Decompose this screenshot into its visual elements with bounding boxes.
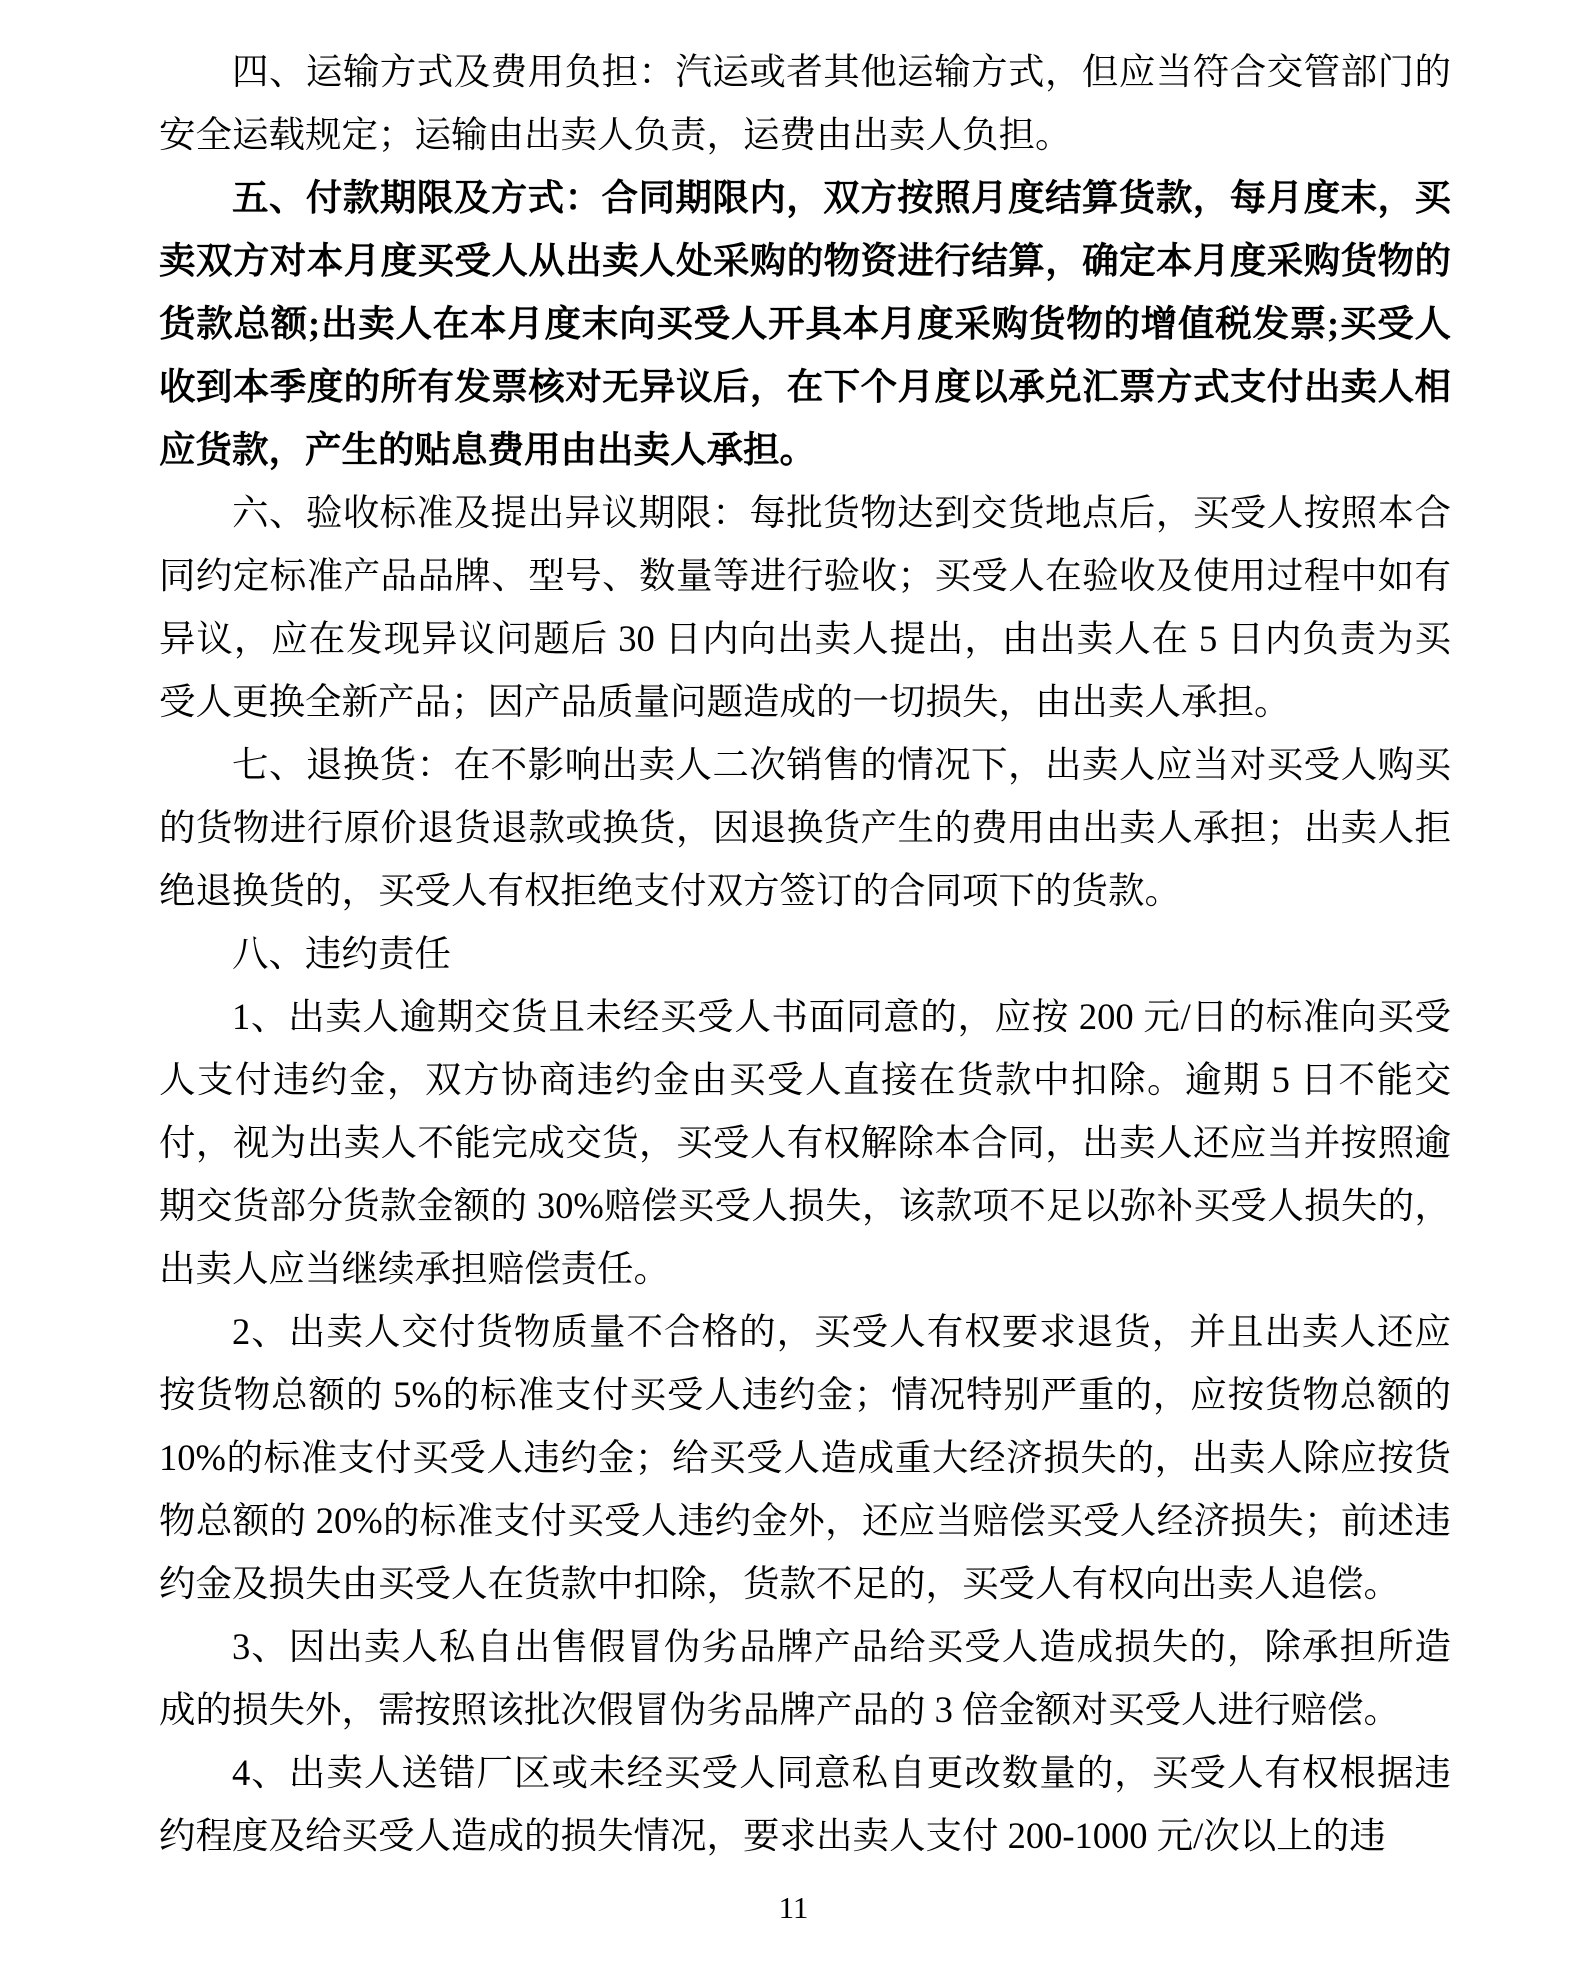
breach-item-2-quality: 2、出卖人交付货物质量不合格的，买受人有权要求退货，并且出卖人还应按货物总额的 5%的标准支付买受人违约金；情况特别严重的，应按货物总额的 10%的标准支付买受人违约金；给买受人造成重大经济损失的，出卖人除应按货物总额的 20%的标准支付买受人违约金外，还应当赔偿买受人经济损失；前述违约金及损失由买受人在货款中扣除，货款不足的，买受人有权向出卖人追偿。 — [159, 1311, 1451, 1604]
page-number: 11 — [778, 1890, 809, 1925]
clause-6-acceptance: 六、验收标准及提出异议期限：每批货物达到交货地点后，买受人按照本合同约定标准产品品牌、型号、数量等进行验收；买受人在验收及使用过程中如有异议，应在发现异议问题后 30 日内向出卖人提出，由出卖人在 5 日内负责为买受人更换全新产品；因产品质量问题造成的一切损失，由出卖人承担。 — [159, 492, 1451, 722]
contract-text-block — [159, 40, 1451, 1867]
clause-7-returns: 七、退换货：在不影响出卖人二次销售的情况下，出卖人应当对买受人购买的货物进行原价退货退款或换货，因退换货产生的费用由出卖人承担；出卖人拒绝退换货的，买受人有权拒绝支付双方签订的合同项下的货款。 — [159, 744, 1451, 911]
clause-8-breach-liability-heading: 八、违约责任 — [232, 933, 451, 974]
breach-item-4-wrong-delivery: 4、出卖人送错厂区或未经买受人同意私自更改数量的，买受人有权根据违约程度及给买受人造成的损失情况，要求出卖人支付 200-1000 元/次以上的违 — [159, 1752, 1451, 1856]
breach-item-3-counterfeit: 3、因出卖人私自出售假冒伪劣品牌产品给买受人造成损失的，除承担所造成的损失外，需按照该批次假冒伪劣品牌产品的 3 倍金额对买受人进行赔偿。 — [159, 1626, 1451, 1730]
clause-4-transport: 四、运输方式及费用负担：汽运或者其他运输方式，但应当符合交管部门的安全运载规定；运输由出卖人负责，运费由出卖人负担。 — [159, 51, 1451, 155]
clause-5-payment-terms: 五、付款期限及方式：合同期限内，双方按照月度结算货款，每月度末，买卖双方对本月度买受人从出卖人处采购的物资进行结算，确定本月度采购货物的货款总额;出卖人在本月度末向买受人开具本月度采购货物的增值税发票;买受人收到本季度的所有发票核对无异议后，在下个月度以承兑汇票方式支付出卖人相应货款，产生的贴息费用由出卖人承担。 — [159, 177, 1451, 470]
breach-item-1-late-delivery: 1、出卖人逾期交货且未经买受人书面同意的，应按 200 元/日的标准向买受人支付违约金，双方协商违约金由买受人直接在货款中扣除。逾期 5 日不能交付，视为出卖人不能完成交货，买受人有权解除本合同，出卖人还应当并按照逾期交货部分货款金额的 30%赔偿买受人损失，该款项不足以弥补买受人损失的，出卖人应当继续承担赔偿责任。 — [159, 996, 1451, 1289]
